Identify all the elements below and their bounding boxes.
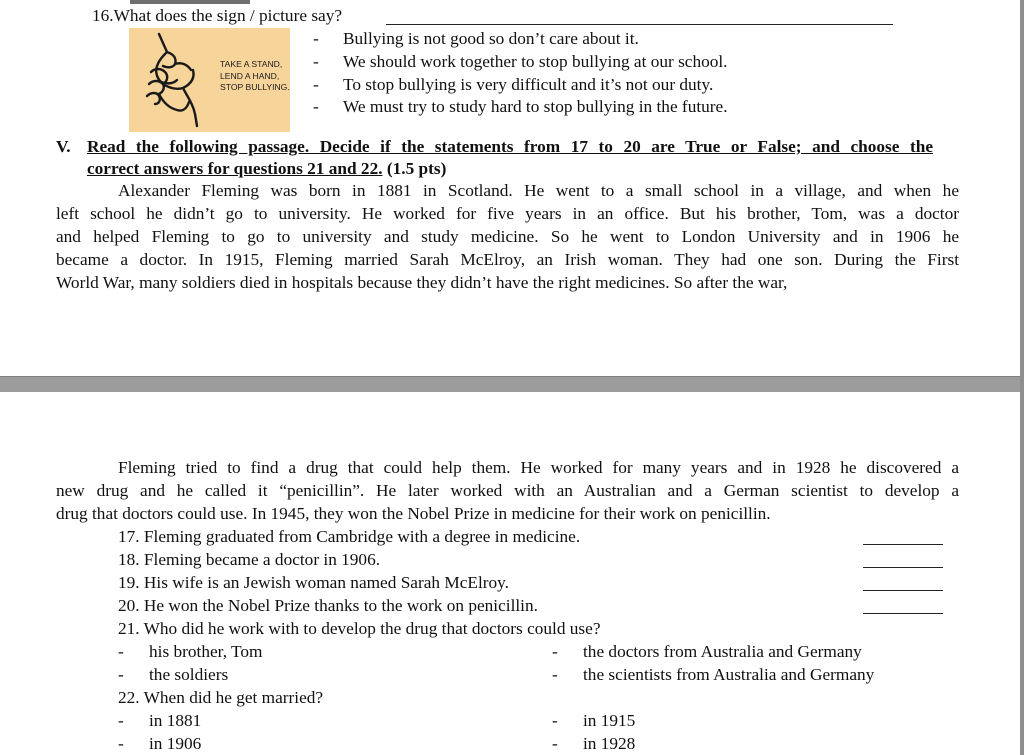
option-dash: -	[552, 734, 558, 753]
option-dash: -	[118, 734, 124, 753]
option-dash: -	[552, 642, 558, 661]
section-numeral: V.	[56, 137, 71, 156]
scrollbar-edge	[1020, 0, 1024, 755]
section-points: (1.5 pts)	[386, 159, 447, 178]
sign-line-3: STOP BULLYING.	[220, 82, 290, 92]
section-heading-underlined: correct answers for questions 21 and 22.	[87, 159, 383, 178]
passage-line-7: new drug and he called it “penicillin”. He later worked with an Australian and a German scientist to develop a	[56, 481, 959, 500]
q21-option-d: the scientists from Australia and Germany	[583, 665, 875, 684]
answer-blank-19	[863, 590, 943, 591]
option-dash: -	[118, 665, 124, 684]
option-dash: -	[313, 75, 319, 94]
sign-caption	[220, 59, 290, 94]
question-22: 22. When did he get married?	[118, 688, 324, 707]
q22-option-d: in 1928	[583, 734, 636, 753]
q22-option-b: in 1915	[583, 711, 636, 730]
statement-20: 20. He won the Nobel Prize thanks to the work on penicillin.	[118, 596, 538, 615]
option-dash: -	[118, 642, 124, 661]
section-heading-line-1: Read the following passage. Decide if the statements from 17 to 20 are True or False; and choose the	[87, 137, 933, 156]
answer-blank-20	[863, 613, 943, 614]
sign-line-2: LEND A HAND,	[220, 70, 280, 81]
statement-19: 19. His wife is an Jewish woman named Sarah McElroy.	[118, 573, 509, 592]
q21-option-b: the doctors from Australia and Germany	[583, 642, 862, 661]
sign-line-1: TAKE A STAND,	[220, 59, 283, 69]
q22-option-c: in 1906	[149, 734, 202, 753]
section-heading-line-2	[87, 159, 446, 179]
question-16: 16.What does the sign / picture say?	[92, 6, 343, 25]
statement-18: 18. Fleming became a doctor in 1906.	[118, 550, 381, 569]
answer-blank-17	[863, 544, 943, 545]
question-21: 21. Who did he work with to develop the drug that doctors could use?	[118, 619, 601, 638]
q16-option-d: We must try to study hard to stop bullying in the future.	[343, 97, 728, 116]
passage-line-4: became a doctor. In 1915, Fleming married Sarah McElroy, an Irish woman. They had one son. During the First	[56, 250, 959, 269]
passage-line-1: Alexander Fleming was born in 1881 in Scotland. He went to a small school in a village, and when he	[118, 181, 959, 200]
passage-line-3: and helped Fleming to go to university and study medicine. So he went to London University and in 1906 he	[56, 227, 959, 246]
q16-option-c: To stop bullying is very difficult and it’s not our duty.	[343, 75, 714, 94]
option-dash: -	[313, 52, 319, 71]
statement-17: 17. Fleming graduated from Cambridge with a degree in medicine.	[118, 527, 581, 546]
helping-hands-icon	[137, 32, 217, 128]
passage-line-2: left school he didn’t go to university. He worked for five years in an office. But his brother, Tom, was a doctor	[56, 204, 959, 223]
passage-line-5: World War, many soldiers died in hospitals because they didn’t have the right medicines. So after the war,	[56, 273, 788, 292]
q21-option-a: his brother, Tom	[149, 642, 263, 661]
passage-line-6: Fleming tried to find a drug that could help them. He worked for many years and in 1928 he discovered a	[118, 458, 959, 477]
option-dash: -	[118, 711, 124, 730]
answer-blank-16	[386, 24, 893, 25]
option-dash: -	[552, 711, 558, 730]
option-dash: -	[313, 29, 319, 48]
q16-option-a: Bullying is not good so don’t care about it.	[343, 29, 639, 48]
answer-blank-18	[863, 567, 943, 568]
option-dash: -	[313, 97, 319, 116]
q21-option-c: the soldiers	[149, 665, 229, 684]
q16-option-b: We should work together to stop bullying at our school.	[343, 52, 728, 71]
option-dash: -	[552, 665, 558, 684]
passage-line-8: drug that doctors could use. In 1945, they won the Nobel Prize in medicine for their work on penicillin.	[56, 504, 771, 523]
anti-bullying-sign-image	[129, 28, 290, 132]
window-edge	[130, 0, 250, 4]
q22-option-a: in 1881	[149, 711, 202, 730]
